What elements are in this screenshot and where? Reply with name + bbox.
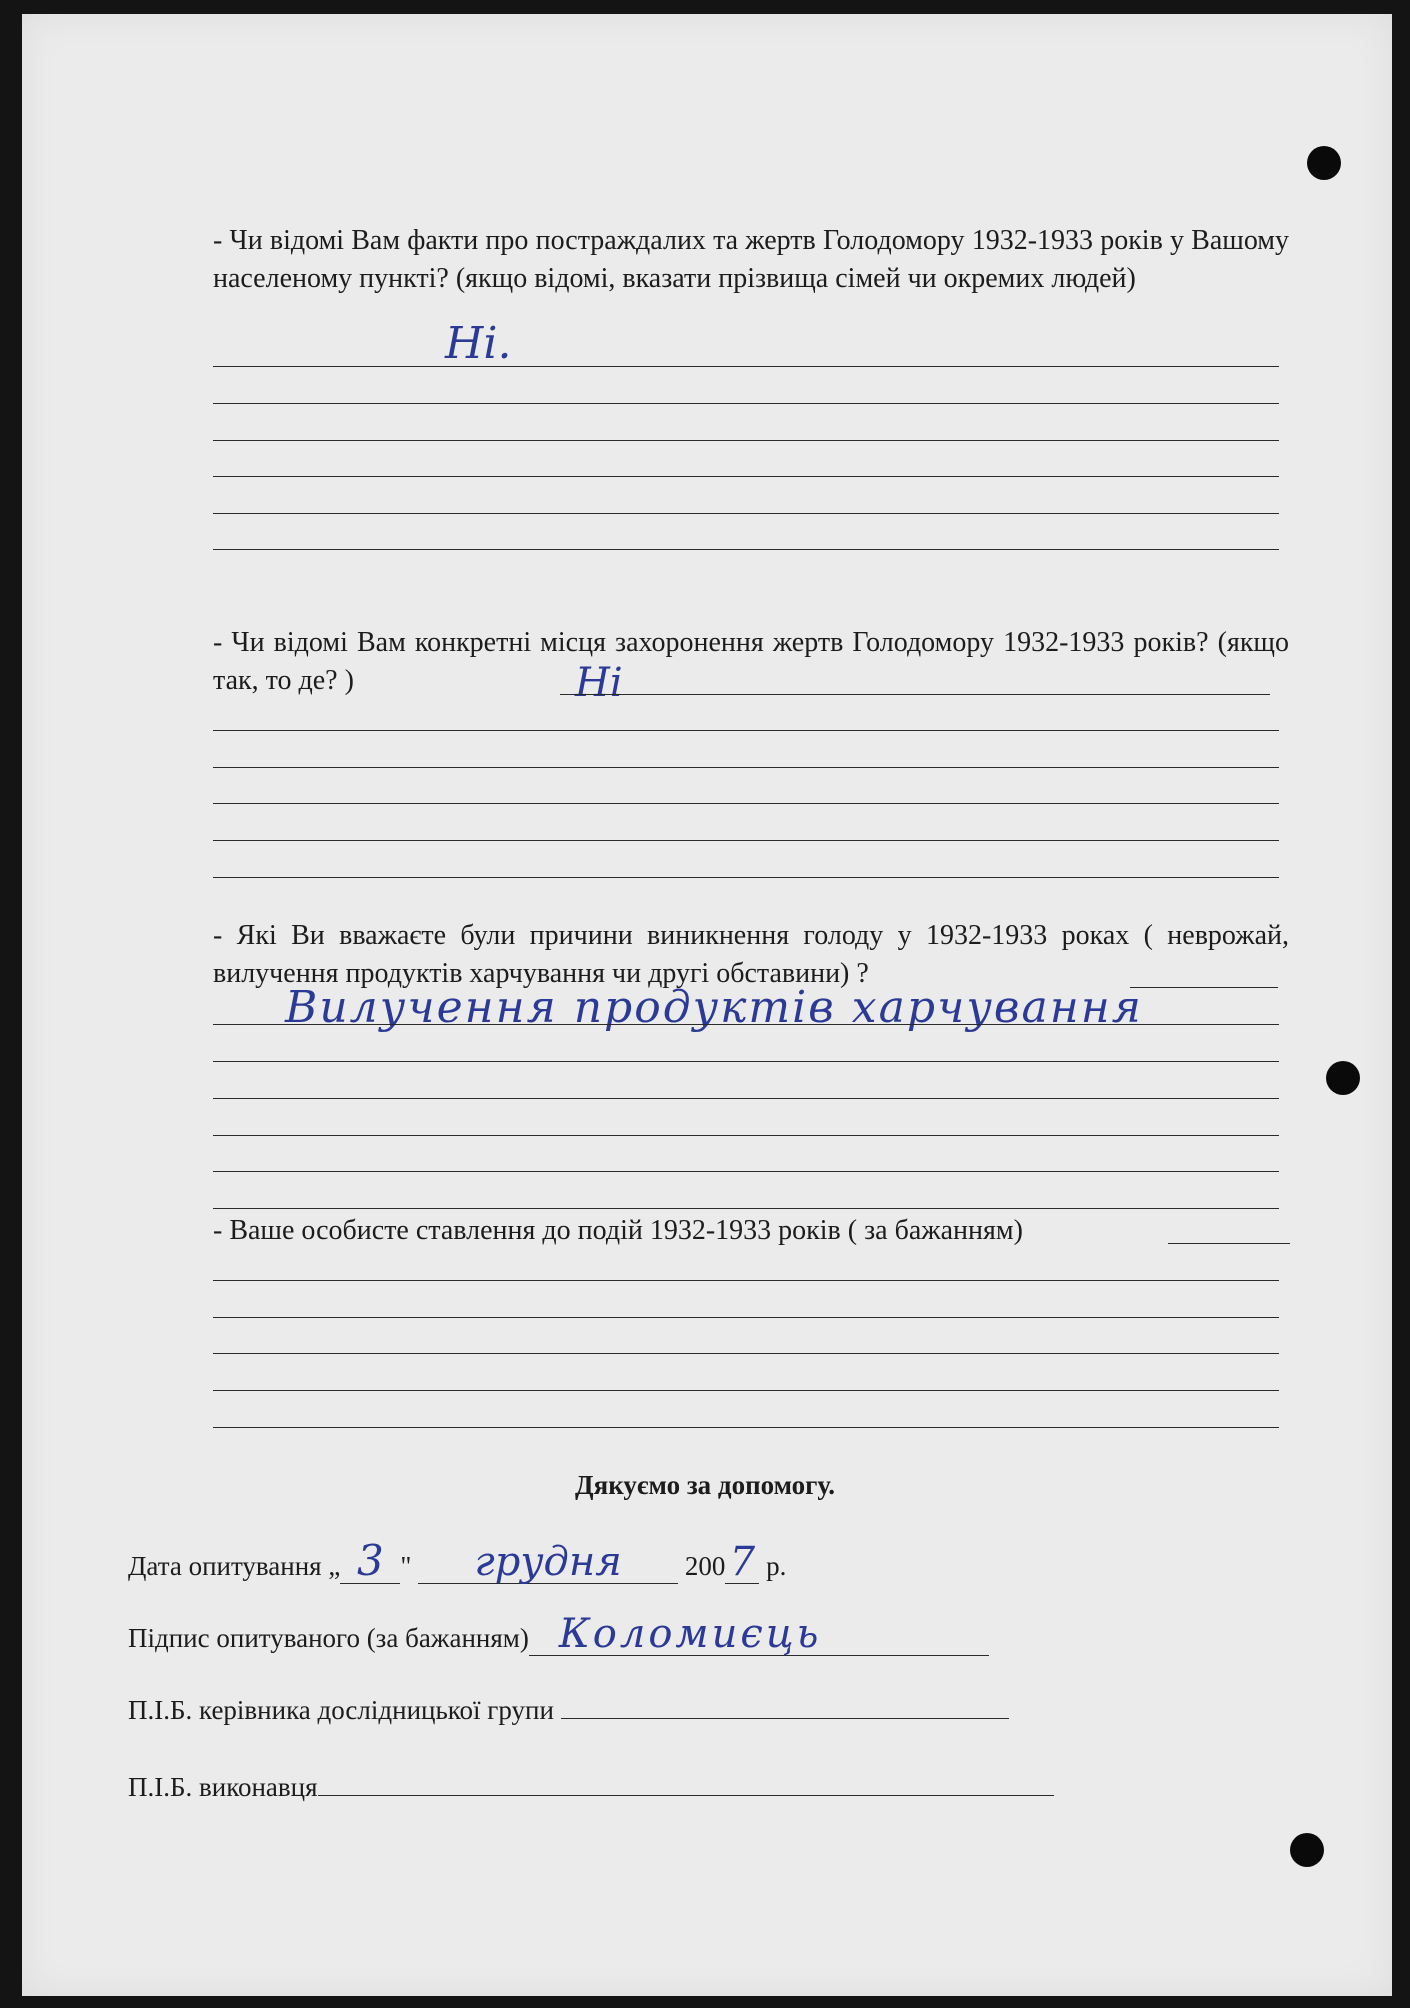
answer-line xyxy=(213,1280,1279,1281)
answer-line xyxy=(213,1024,1279,1025)
answer-line xyxy=(213,1135,1279,1136)
answer-line xyxy=(213,1171,1279,1172)
date-month-field xyxy=(418,1539,678,1585)
answer-line xyxy=(213,513,1279,514)
answer-line xyxy=(213,730,1279,731)
answer-line xyxy=(213,440,1279,441)
question-1-text: - Чи відомі Вам факти про постраждалих та жертв Голодомору 1932-1933 років у Вашому населеному пункті? (якщо відомі, вказати прізвища сімей чи окремих людей) xyxy=(213,225,1289,294)
signature-field xyxy=(529,1611,989,1657)
answer-line xyxy=(213,366,1279,367)
punch-hole-top xyxy=(1307,146,1341,180)
answer-line xyxy=(213,767,1279,768)
question-1-answer: Ні. xyxy=(445,318,512,369)
executor-label: П.І.Б. виконавця xyxy=(128,1772,318,1802)
question-3-answer: Вилучення продуктів харчування xyxy=(285,982,1143,1033)
date-day-value: 3 xyxy=(356,1536,384,1585)
date-month-value: грудня xyxy=(474,1539,622,1585)
answer-line xyxy=(213,1208,1279,1209)
answer-line xyxy=(213,1390,1279,1391)
signature-row xyxy=(128,1611,989,1657)
executor-row xyxy=(128,1767,1054,1804)
survey-date-row xyxy=(128,1536,787,1585)
date-year-field xyxy=(725,1539,759,1585)
question-3-text: - Які Ви вважаєте були причини виникнення голоду у 1932-1933 роках ( неврожай, вилучення продуктів харчування чи другі обставини) ? xyxy=(213,920,1289,989)
question-2-answer: Ні xyxy=(575,660,623,706)
survey-date-label: Дата опитування xyxy=(128,1551,322,1581)
question-2-text: - Чи відомі Вам конкретні місця захоронення жертв Голодомору 1932-1933 років? (якщо так, то де? ) xyxy=(213,627,1289,696)
answer-line xyxy=(560,694,1270,695)
answer-line xyxy=(213,1317,1279,1318)
leader-name-field xyxy=(561,1690,1009,1719)
answer-line xyxy=(213,1427,1279,1428)
answer-line xyxy=(213,840,1279,841)
date-close-quote: " xyxy=(400,1551,412,1581)
date-year-suffix: р. xyxy=(766,1551,787,1581)
answer-line xyxy=(1130,987,1278,988)
thanks-message: Дякуємо за допомогу. xyxy=(575,1470,835,1500)
answer-line xyxy=(213,1353,1279,1354)
signature-label: Підпис опитуваного (за бажанням) xyxy=(128,1623,529,1653)
answer-line xyxy=(213,403,1279,404)
answer-line xyxy=(1168,1243,1290,1244)
answer-line xyxy=(213,476,1279,477)
date-year-digit: 7 xyxy=(729,1539,756,1585)
answer-line xyxy=(213,877,1279,878)
executor-name-field xyxy=(318,1767,1054,1796)
leader-label: П.І.Б. керівника дослідницької групи xyxy=(128,1695,554,1725)
leader-row xyxy=(128,1690,1009,1727)
punch-hole-middle xyxy=(1326,1061,1360,1095)
date-year-prefix: 200 xyxy=(684,1551,726,1581)
date-day-field xyxy=(340,1536,400,1585)
answer-line xyxy=(213,1061,1279,1062)
punch-hole-bottom xyxy=(1290,1833,1324,1867)
question-4-text: - Ваше особисте ставлення до подій 1932-1933 років ( за бажанням) xyxy=(213,1215,1023,1246)
date-open-quote: „ xyxy=(328,1551,341,1581)
answer-line xyxy=(213,803,1279,804)
answer-line xyxy=(213,1098,1279,1099)
signature-value: Коломиєць xyxy=(558,1611,822,1657)
answer-line xyxy=(213,549,1279,550)
